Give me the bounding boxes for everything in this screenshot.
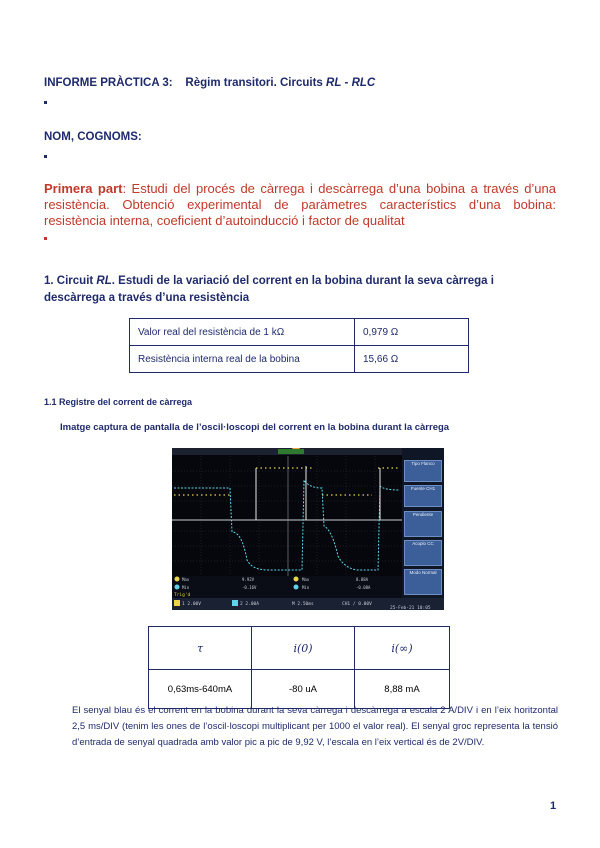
table-header-row	[149, 627, 450, 670]
resistance-label: Resistència interna real de la bobina	[130, 346, 355, 373]
report-title-prefix: INFORME PRÀCTICA 3:	[44, 77, 173, 89]
section-one-heading	[44, 273, 556, 307]
section-one-text: . Estudi de la variació del corrent en la bobina durant la seva càrrega i descàrrega a través d’una resistència	[44, 275, 494, 304]
part-one-text: : Estudi del procés de càrrega i descàrrega d’una bobina a través d’una resistència. Obtenció experimental de paràmetres característics d’una bobina: resistència interna, coeficient d’autoinducció i factor de qualitat	[44, 181, 556, 228]
svg-text:Min: Min	[182, 585, 190, 590]
initial-current-header: i(0)	[252, 627, 355, 670]
page-number: 1	[550, 800, 557, 812]
name-label: NOM, COGNOMS:	[44, 131, 142, 143]
report-title-rlc: RLC	[351, 77, 376, 89]
measurement-table	[148, 626, 450, 709]
svg-text:9.92V: 9.92V	[242, 577, 255, 582]
tau-value: 0,63ms-640mA	[149, 670, 252, 709]
initial-current-value: -80 uA	[252, 670, 355, 709]
softkey-type: Tipo Flanco	[404, 460, 442, 482]
subsection-heading: 1.1 Registre del corrent de càrrega	[44, 397, 193, 407]
signal-description: El senyal blau és el corrent en la bobina durant la seva càrrega i descàrrega a escala 2 A/DIV i en l’eix horitzontal 2,5 ms/DIV (tenim les ones de l’oscil·loscopi multiplicant per 1000 el valor real). El senyal groc representa la tensió d’entrada de senyal quadrada amb valor pic a pic de 9,92 V, l’escala en l’eix vertical és de 2V/DIV.	[72, 705, 558, 748]
report-title-rl: RL	[326, 77, 342, 89]
oscilloscope-screenshot	[172, 448, 444, 610]
part-one-heading	[44, 181, 556, 229]
part-one-label: Primera part	[44, 181, 123, 196]
section-one-number: 1.	[44, 275, 54, 287]
table-row	[130, 319, 469, 346]
softkey-source: Fuente CH1	[404, 485, 442, 507]
svg-text:Max: Max	[182, 577, 190, 582]
resistance-value: 15,66 Ω	[355, 346, 469, 373]
svg-text:-0.16V: -0.16V	[242, 585, 257, 590]
resistance-table	[129, 318, 469, 373]
resistance-label: Valor real del resistència de 1 kΩ	[130, 319, 355, 346]
svg-text:-0.08A: -0.08A	[356, 585, 371, 590]
softkey-slope: Pendiente	[404, 511, 442, 537]
table-row	[130, 346, 469, 373]
svg-text:Max: Max	[302, 577, 310, 582]
tau-header: τ	[149, 627, 252, 670]
trigger-level: CH1 / 0.00V	[342, 602, 372, 607]
channel-two-scale: 2 2.00A	[240, 602, 259, 607]
channel-one-scale: 1 2.00V	[182, 602, 201, 607]
svg-text:8.88A: 8.88A	[356, 577, 369, 582]
report-title-main: Règim transitori. Circuits	[185, 77, 327, 89]
resistance-value: 0,979 Ω	[355, 319, 469, 346]
figure-caption: Imatge captura de pantalla de l’oscil·loscopi del corrent en la bobina durant la càrrega	[60, 422, 450, 433]
bullet-mark	[44, 155, 47, 158]
final-current-value: 8,88 mA	[355, 670, 450, 709]
bullet-mark	[44, 101, 47, 104]
section-one-rl: RL	[96, 275, 112, 287]
svg-text:Min: Min	[302, 585, 310, 590]
trigger-status: Trig'd	[174, 593, 191, 598]
capture-date: 25-Feb-21 10:05	[390, 606, 431, 610]
final-current-header: i(∞)	[355, 627, 450, 670]
report-title-dash: -	[341, 77, 352, 89]
softkey-coupling: Acoplo CC	[404, 540, 442, 566]
bullet-mark	[44, 237, 47, 240]
softkey-mode: Modo Normal	[404, 569, 442, 595]
section-one-prefix: Circuit	[56, 275, 97, 287]
time-scale: M 2.50ms	[292, 602, 314, 607]
report-title	[44, 77, 375, 89]
